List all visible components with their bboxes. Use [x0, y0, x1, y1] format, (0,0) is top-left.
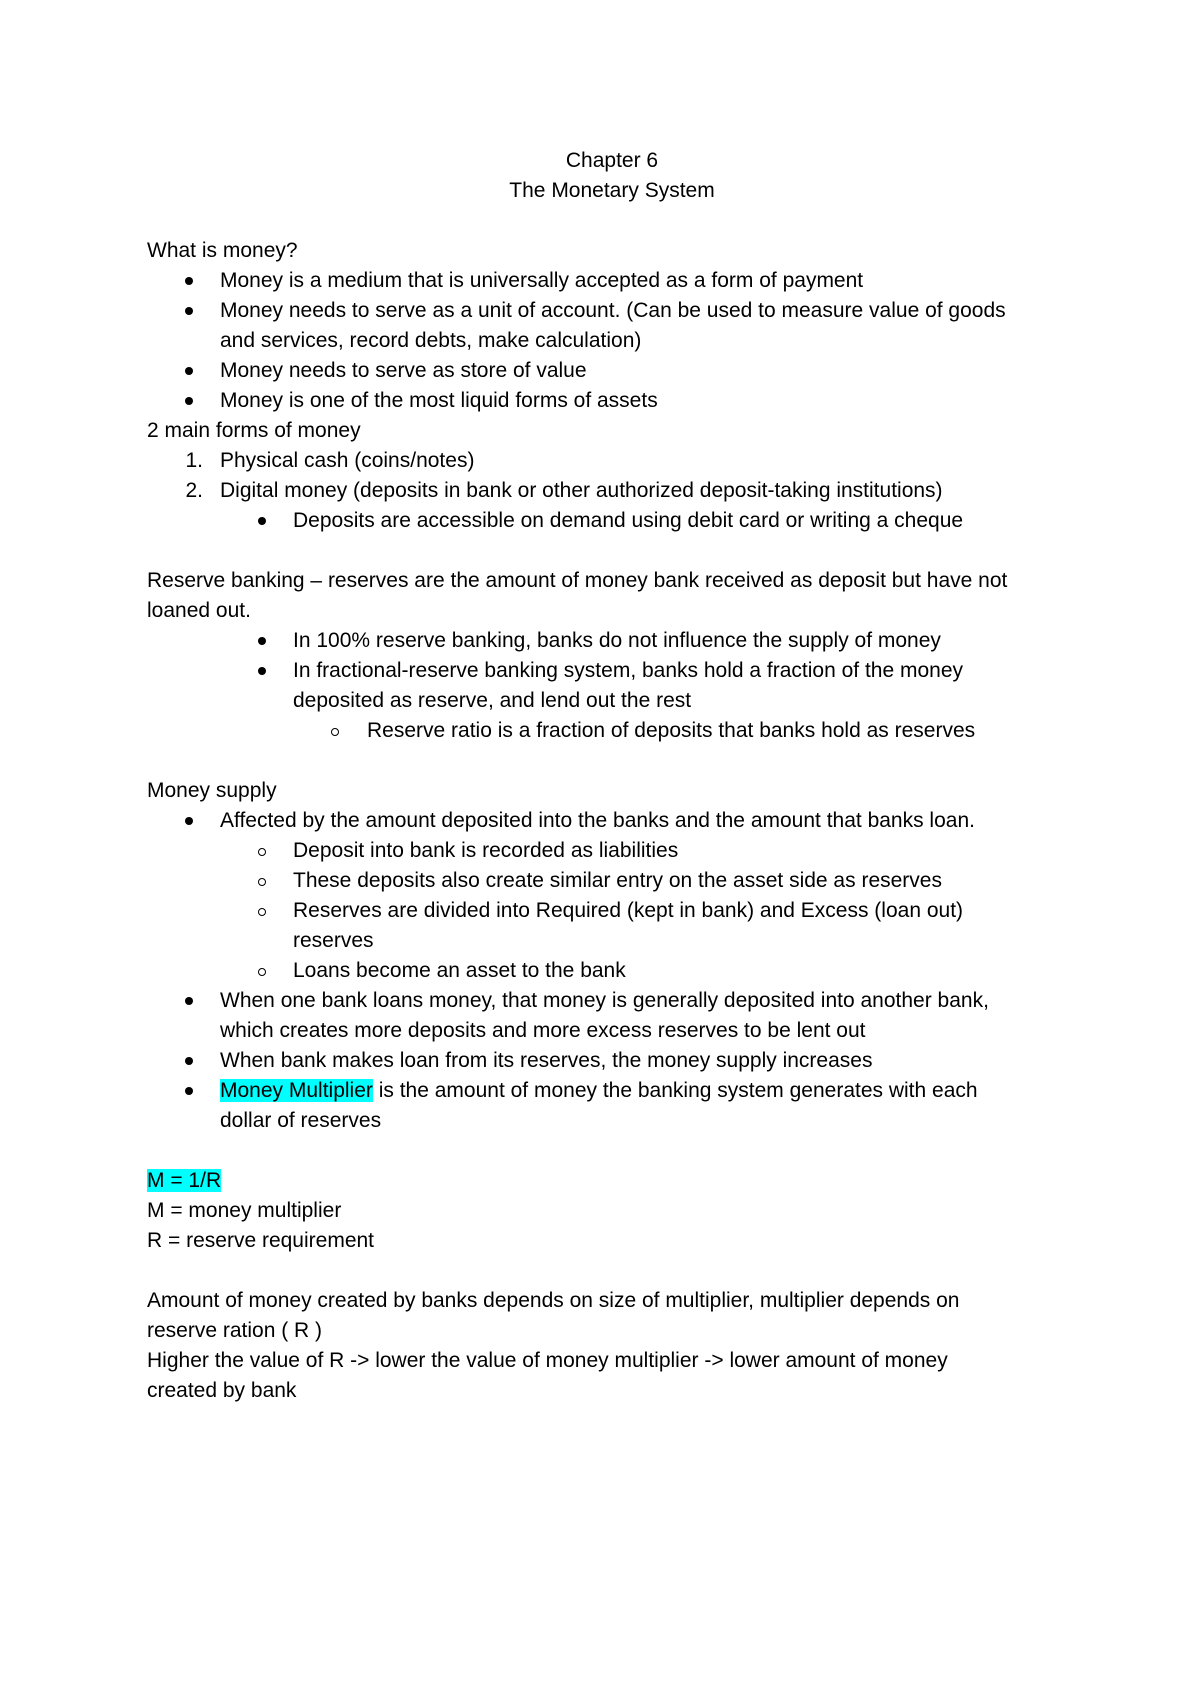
formula — [147, 1166, 1077, 1196]
list-item: Money needs to serve as store of value — [147, 356, 1077, 386]
chapter-label: Chapter 6 — [565, 149, 659, 172]
circle-bullet-icon — [258, 848, 266, 856]
document-body — [147, 146, 1077, 1406]
numbered-item: 1. Physical cash (coins/notes) — [185, 449, 475, 472]
bullet-icon — [185, 1057, 193, 1065]
circle-bullet-icon — [258, 968, 266, 976]
highlighted-formula: M = 1/R — [147, 1169, 222, 1192]
formula-m-definition: M = money multiplier — [147, 1199, 342, 1222]
list-subitem-continuation: reserves — [293, 929, 374, 952]
list-item: Money Multiplier is the amount of money the banking system generates with each — [147, 1076, 1077, 1106]
formula-r-definition: R = reserve requirement — [147, 1229, 375, 1252]
list-item: In fractional-reserve banking system, banks hold a fraction of the money — [147, 656, 1077, 686]
page-title: The Monetary System — [509, 179, 715, 202]
list-subitem: These deposits also create similar entry on the asset side as reserves — [147, 866, 1077, 896]
bullet-icon — [185, 817, 193, 825]
list-item-continuation: and services, record debts, make calculation) — [220, 329, 642, 352]
list-item: Money needs to serve as a unit of account. (Can be used to measure value of goods — [147, 296, 1077, 326]
list-item: In 100% reserve banking, banks do not influence the supply of money — [147, 626, 1077, 656]
list-item-continuation: deposited as reserve, and lend out the rest — [293, 689, 692, 712]
bullet-icon — [258, 637, 266, 645]
circle-bullet-icon — [258, 908, 266, 916]
list-subitem: Reserve ratio is a fraction of deposits that banks hold as reserves — [147, 716, 1077, 746]
conclusion-paragraph-2: Higher the value of R -> lower the value of money multiplier -> lower amount of money — [147, 1349, 948, 1372]
list-subitem: Loans become an asset to the bank — [147, 956, 1077, 986]
conclusion-paragraph-1: Amount of money created by banks depends on size of multiplier, multiplier depends on — [147, 1289, 960, 1312]
reserve-banking-definition-cont: loaned out. — [147, 599, 251, 622]
list-item: When one bank loans money, that money is generally deposited into another bank, — [147, 986, 1077, 1016]
money-supply-heading: Money supply — [147, 779, 277, 802]
list-item: Money is one of the most liquid forms of assets — [147, 386, 1077, 416]
numbered-item: 2. Digital money (deposits in bank or other authorized deposit-taking institutions) — [185, 479, 943, 502]
highlighted-term: Money Multiplier — [220, 1079, 373, 1102]
bullet-icon — [185, 277, 193, 285]
list-item: Money is a medium that is universally accepted as a form of payment — [147, 266, 1077, 296]
what-is-money-heading: What is money? — [147, 239, 298, 262]
conclusion-paragraph-2-cont: created by bank — [147, 1379, 297, 1402]
list-item: Deposits are accessible on demand using debit card or writing a cheque — [147, 506, 1077, 536]
bullet-icon — [258, 517, 266, 525]
bullet-icon — [185, 307, 193, 315]
list-item: Affected by the amount deposited into the banks and the amount that banks loan. — [147, 806, 1077, 836]
list-subitem: Reserves are divided into Required (kept in bank) and Excess (loan out) — [147, 896, 1077, 926]
bullet-icon — [185, 367, 193, 375]
list-subitem: Deposit into bank is recorded as liabilities — [147, 836, 1077, 866]
list-item-continuation: dollar of reserves — [220, 1109, 382, 1132]
circle-bullet-icon — [331, 728, 339, 736]
conclusion-paragraph-1-cont: reserve ration ( R ) — [147, 1319, 323, 1342]
list-item: When bank makes loan from its reserves, the money supply increases — [147, 1046, 1077, 1076]
bullet-icon — [258, 667, 266, 675]
list-item-continuation: which creates more deposits and more excess reserves to be lent out — [220, 1019, 866, 1042]
forms-heading: 2 main forms of money — [147, 419, 361, 442]
reserve-banking-definition: Reserve banking – reserves are the amount of money bank received as deposit but have not — [147, 569, 1008, 592]
circle-bullet-icon — [258, 878, 266, 886]
bullet-icon — [185, 397, 193, 405]
bullet-icon — [185, 997, 193, 1005]
bullet-icon — [185, 1087, 193, 1095]
